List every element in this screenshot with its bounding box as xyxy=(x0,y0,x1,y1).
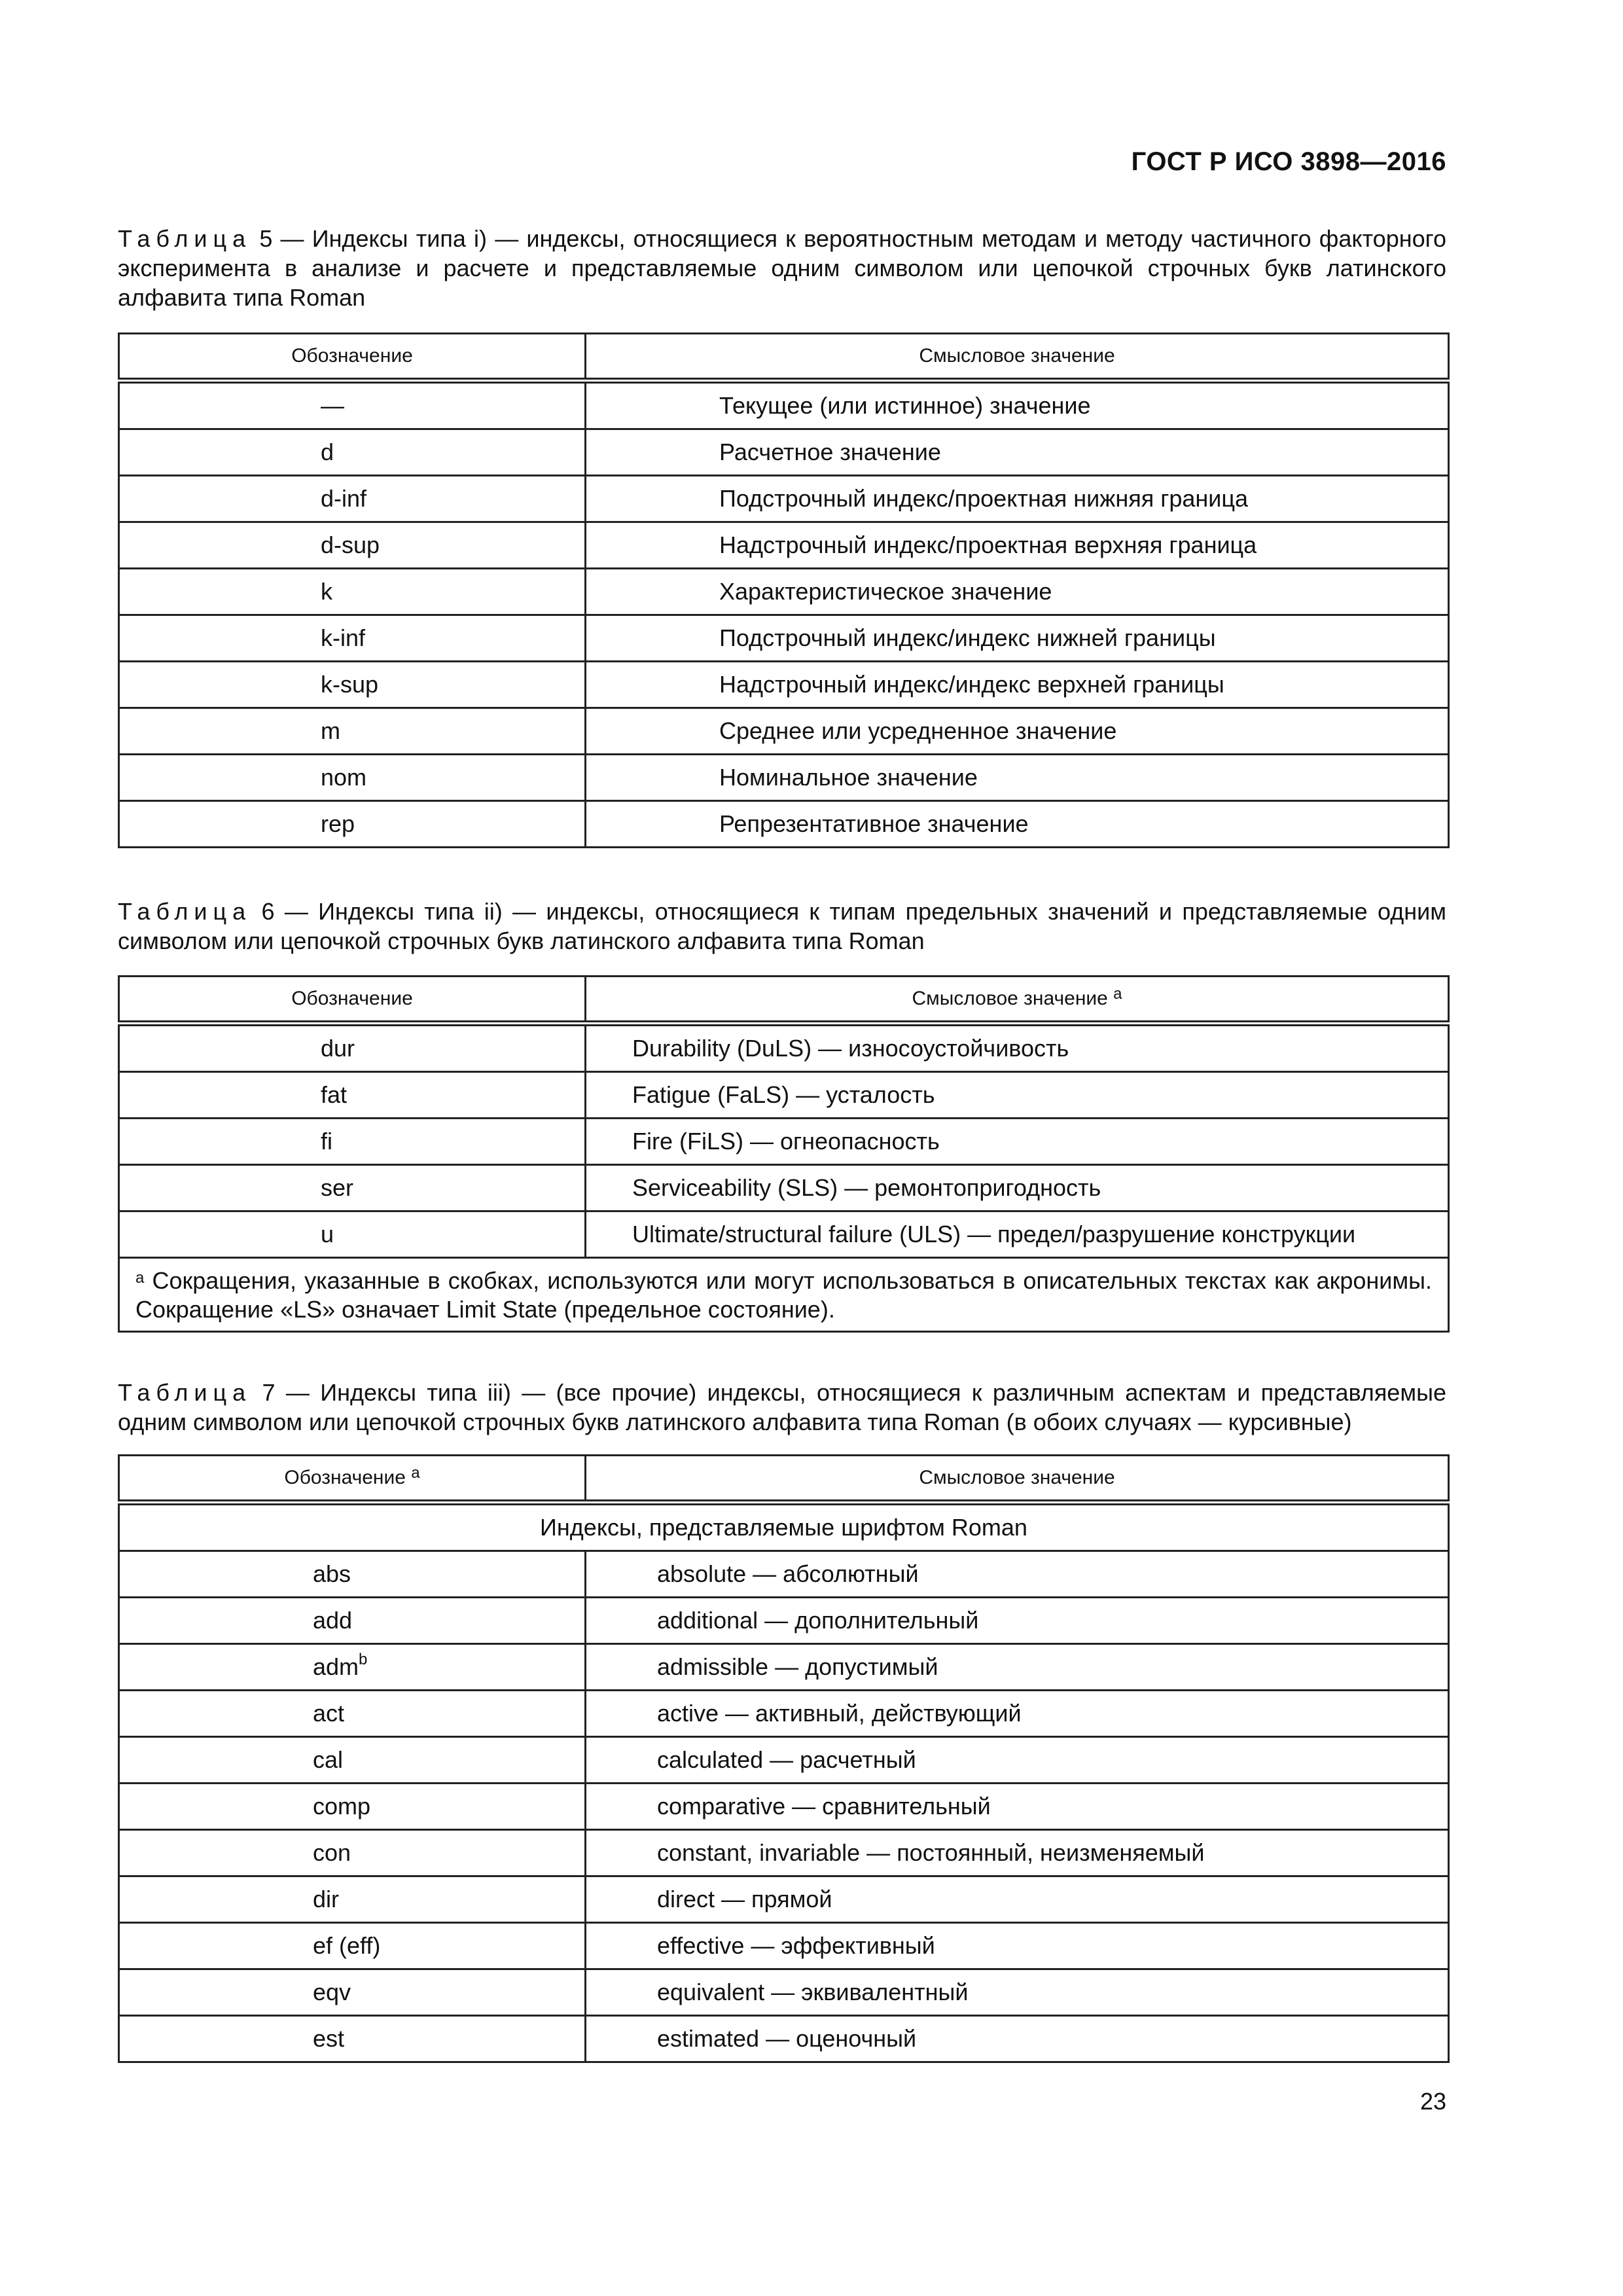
table5-row xyxy=(119,476,1449,522)
table6-caption xyxy=(118,897,1446,956)
table7-symbol: adm xyxy=(313,1653,359,1680)
table5-caption xyxy=(118,224,1446,312)
table6-row xyxy=(119,1119,1449,1165)
table7-row xyxy=(119,1644,1449,1691)
table7-meaning: admissible — допустимый xyxy=(586,1644,1449,1691)
table7-caption xyxy=(118,1378,1446,1437)
table5-symbol: k-inf xyxy=(321,624,366,651)
table5-symbol: m xyxy=(321,717,340,744)
table5-meaning: Подстрочный индекс/проектная нижняя граница xyxy=(586,476,1449,522)
table7-meaning: effective — эффективный xyxy=(586,1923,1449,1969)
table7-meaning: direct — прямой xyxy=(586,1876,1449,1923)
table6-symbol-cell xyxy=(119,1211,586,1258)
table7-symbol-cell xyxy=(119,1551,586,1598)
table5-meaning: Надстрочный индекс/проектная верхняя граница xyxy=(586,522,1449,569)
table7-symbol: cal xyxy=(313,1746,344,1773)
table5-row xyxy=(119,569,1449,615)
table6-meaning: Durability (DuLS) — износоустойчивость xyxy=(586,1024,1449,1072)
table6-row xyxy=(119,1072,1449,1119)
table5-symbol: — xyxy=(321,392,344,419)
table5-symbol: d-inf xyxy=(321,485,367,512)
table7-col1-footnote-mark: a xyxy=(411,1464,420,1482)
table7-col1-header-label: Обозначение xyxy=(284,1467,406,1488)
table7-symbol: abs xyxy=(313,1560,351,1587)
table6-body xyxy=(119,1024,1449,1258)
table5-symbol: d-sup xyxy=(321,531,380,558)
table6-meaning: Serviceability (SLS) — ремонтопригодность xyxy=(586,1165,1449,1211)
table7-symbol-cell xyxy=(119,1784,586,1830)
table6-row xyxy=(119,1165,1449,1211)
table5-meaning: Надстрочный индекс/индекс верхней границы xyxy=(586,662,1449,708)
table7-symbol-cell xyxy=(119,2016,586,2062)
table5-meaning: Номинальное значение xyxy=(586,755,1449,801)
table7-row xyxy=(119,1598,1449,1644)
table5-symbol-cell xyxy=(119,801,586,848)
table7-row xyxy=(119,1876,1449,1923)
table6-symbol: ser xyxy=(321,1174,354,1201)
table7-meaning: comparative — сравнительный xyxy=(586,1784,1449,1830)
table6-meaning: Fire (FiLS) — огнеопасность xyxy=(586,1119,1449,1165)
table6-symbol-cell xyxy=(119,1165,586,1211)
table7-meaning: calculated — расчетный xyxy=(586,1737,1449,1784)
table5-col2-header: Смысловое значение xyxy=(586,334,1449,381)
table7-row xyxy=(119,1969,1449,2016)
table5-symbol-cell xyxy=(119,569,586,615)
table5-meaning: Репрезентативное значение xyxy=(586,801,1449,848)
table7-symbol-cell xyxy=(119,1923,586,1969)
table5-meaning: Характеристическое значение xyxy=(586,569,1449,615)
table6-header-row xyxy=(119,977,1449,1024)
table6-caption-lead: Таблица xyxy=(118,898,252,925)
table5-row xyxy=(119,381,1449,429)
table7-symbol: comp xyxy=(313,1793,371,1820)
table7-meaning: additional — дополнительный xyxy=(586,1598,1449,1644)
table6-footnote xyxy=(119,1258,1449,1332)
table5-symbol: d xyxy=(321,439,334,465)
table5-symbol-cell xyxy=(119,476,586,522)
table6-footnote-text: Сокращения, указанные в скобках, используются или могут использоваться в описательных текстах как акронимы. Сокращение «LS» означает Limit State (предельное состояние). xyxy=(135,1267,1432,1323)
table6-col2-footnote-mark: a xyxy=(1113,985,1122,1003)
table7-meaning: estimated — оценочный xyxy=(586,2016,1449,2062)
table7-symbol: dir xyxy=(313,1886,340,1912)
table6-symbol-cell xyxy=(119,1024,586,1072)
table7-row xyxy=(119,1737,1449,1784)
table5-body xyxy=(119,381,1449,848)
table6-note-row xyxy=(119,1258,1449,1332)
table5-meaning: Расчетное значение xyxy=(586,429,1449,476)
table5-meaning: Среднее или усредненное значение xyxy=(586,708,1449,755)
table7-symbol: act xyxy=(313,1700,345,1727)
table7-meaning: active — активный, действующий xyxy=(586,1691,1449,1737)
table7-symbol: con xyxy=(313,1839,351,1866)
table6-col2-header xyxy=(586,977,1449,1024)
table5-symbol-cell xyxy=(119,429,586,476)
document-standard-id: ГОСТ Р ИСО 3898—2016 xyxy=(1131,147,1446,176)
table5-symbol-cell xyxy=(119,708,586,755)
table7-section-row xyxy=(119,1503,1449,1551)
table7-symbol: est xyxy=(313,2025,345,2052)
table5-meaning: Текущее (или истинное) значение xyxy=(586,381,1449,429)
table7-meaning: constant, invariable — постоянный, неизменяемый xyxy=(586,1830,1449,1876)
table5-row xyxy=(119,755,1449,801)
table7-row xyxy=(119,1830,1449,1876)
table6-meaning: Ultimate/structural failure (ULS) — предел/разрушение конструкции xyxy=(586,1211,1449,1258)
table5-symbol-cell xyxy=(119,755,586,801)
table7-symbol-cell xyxy=(119,1691,586,1737)
table6-symbol: fat xyxy=(321,1081,348,1108)
table6-row xyxy=(119,1211,1449,1258)
table7-symbol-cell xyxy=(119,1598,586,1644)
table5-row xyxy=(119,429,1449,476)
table5-col1-header: Обозначение xyxy=(119,334,586,381)
table7-symbol-cell xyxy=(119,1644,586,1691)
table6-symbol: dur xyxy=(321,1035,355,1062)
table7-meaning: equivalent — эквивалентный xyxy=(586,1969,1449,2016)
table5-symbol: k-sup xyxy=(321,671,379,698)
table7-symbol: add xyxy=(313,1607,353,1634)
table7-symbol: ef (eff) xyxy=(313,1932,381,1959)
table7-row xyxy=(119,2016,1449,2062)
table7-col2-header: Смысловое значение xyxy=(586,1456,1449,1503)
table6-row xyxy=(119,1024,1449,1072)
table6-symbol-cell xyxy=(119,1119,586,1165)
table5-caption-text: 5 — Индексы типа i) — индексы, относящиеся к вероятностным методам и методу частичного факторного эксперимента в анализе и расчете и представляемые одним символом или цепочкой строчных букв латинского алфавита типа Roman xyxy=(118,225,1446,311)
table6-symbol-cell xyxy=(119,1072,586,1119)
table5-row xyxy=(119,708,1449,755)
table5-symbol-cell xyxy=(119,381,586,429)
table6-meaning: Fatigue (FaLS) — усталость xyxy=(586,1072,1449,1119)
table7-col1-header xyxy=(119,1456,586,1503)
table7-meaning: absolute — абсолютный xyxy=(586,1551,1449,1598)
table7-row xyxy=(119,1551,1449,1598)
table6-col1-header: Обозначение xyxy=(119,977,586,1024)
table7-symbol: eqv xyxy=(313,1979,351,2005)
table7-symbol-cell xyxy=(119,1969,586,2016)
table5-symbol-cell xyxy=(119,522,586,569)
table6-symbol: fi xyxy=(321,1128,332,1155)
table5-row xyxy=(119,615,1449,662)
table7-symbol-footnote-mark: b xyxy=(359,1651,368,1668)
table7 xyxy=(118,1454,1450,2063)
table7-symbol-cell xyxy=(119,1737,586,1784)
table5-caption-lead: Таблица xyxy=(118,225,252,252)
table7-row xyxy=(119,1784,1449,1830)
table7-row xyxy=(119,1691,1449,1737)
table5-symbol: rep xyxy=(321,810,355,837)
table7-symbol-cell xyxy=(119,1830,586,1876)
table7-row xyxy=(119,1923,1449,1969)
page-number: 23 xyxy=(1419,2088,1446,2115)
table5 xyxy=(118,332,1450,848)
table6-caption-text: 6 — Индексы типа ii) — индексы, относящиеся к типам предельных значений и представляемые одним символом или цепочкой строчных букв латинского алфавита типа Roman xyxy=(118,898,1446,954)
table6-symbol: u xyxy=(321,1221,334,1247)
table5-symbol: k xyxy=(321,578,332,605)
table5-row xyxy=(119,522,1449,569)
table5-symbol-cell xyxy=(119,615,586,662)
table7-body xyxy=(119,1503,1449,2062)
table7-symbol-cell xyxy=(119,1876,586,1923)
table6 xyxy=(118,975,1450,1333)
table5-meaning: Подстрочный индекс/индекс нижней границы xyxy=(586,615,1449,662)
table6-footnote-mark: a xyxy=(135,1269,145,1287)
table5-symbol: nom xyxy=(321,764,367,791)
table5-row xyxy=(119,662,1449,708)
table7-caption-text: 7 — Индексы типа iii) — (все прочие) индексы, относящиеся к различным аспектам и представляемые одним символом или цепочкой строчных букв латинского алфавита типа Roman (в обоих случаях — курсивные) xyxy=(118,1379,1446,1435)
table7-section-title: Индексы, представляемые шрифтом Roman xyxy=(119,1503,1449,1551)
table5-symbol-cell xyxy=(119,662,586,708)
table7-caption-lead: Таблица xyxy=(118,1379,252,1406)
table5-header-row xyxy=(119,334,1449,381)
table5-row xyxy=(119,801,1449,848)
table7-header-row xyxy=(119,1456,1449,1503)
table6-col2-header-label: Смысловое значение xyxy=(912,988,1108,1009)
